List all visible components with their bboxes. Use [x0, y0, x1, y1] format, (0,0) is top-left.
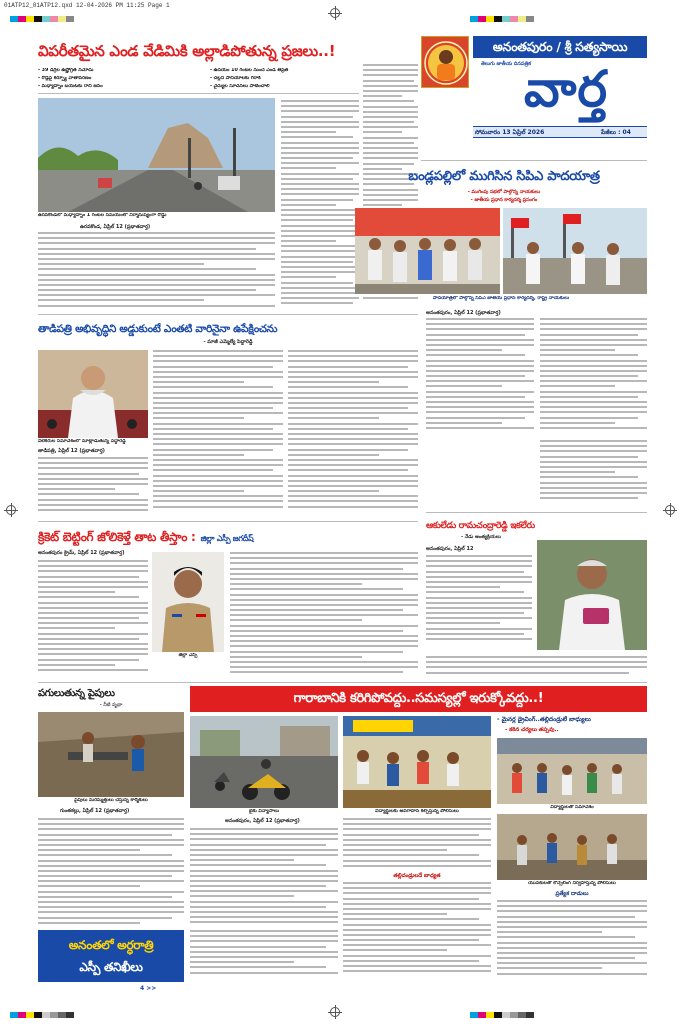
story4-photo: [503, 208, 647, 294]
story1-body: [38, 232, 275, 310]
story8-body: [497, 900, 647, 980]
story4-body: [426, 318, 534, 438]
story4-headline: బండ్లపల్లిలో ముగిసిన సిపిఎ పాదయాత్ర: [408, 169, 600, 184]
story7-right-caption: విద్యార్థులకు అవగాహన కల్పిస్తున్న పోలీసులు: [375, 809, 459, 814]
story3-attribution: జిల్లా ఎస్పీ జగదీష్: [200, 534, 254, 543]
story4-photo: [355, 208, 500, 294]
story7-subhead: తల్లిదండ్రులదే బాధ్యత: [393, 873, 441, 879]
story8-box-title: ప్రత్యేక దాడులు: [555, 891, 589, 897]
deity-logo: [421, 36, 469, 88]
registration-mark: [330, 8, 340, 18]
story1-body-column: [281, 100, 359, 310]
color-bar: [10, 16, 74, 22]
tagline: తెలుగు జాతీయ దినపత్రిక: [481, 61, 531, 67]
color-bar: [10, 1012, 74, 1018]
story7-body-column: [343, 818, 491, 870]
story5-body-column: [426, 656, 647, 676]
story2-photo: [38, 350, 148, 438]
story4-body-column: [540, 440, 647, 505]
story1-bullet: - చల్లని పానీయాలకు గిరాకీ: [210, 76, 261, 81]
story6-headline: పగులుతున్న పైపులు: [38, 688, 115, 699]
promo-box: [38, 930, 184, 982]
story7-body: [190, 828, 338, 928]
color-bar: [470, 1012, 534, 1018]
story1-bullet: - మధ్యాహ్నం బయటకు రాని జనం: [38, 84, 103, 89]
story2-body-column: [153, 350, 283, 517]
story6-body: [38, 818, 184, 928]
story1-bullet: - వైద్యుల సూచనలు పాటించాలి: [210, 84, 270, 89]
story7-photo-right: [343, 716, 491, 808]
story2-body-column: [288, 350, 418, 517]
story8-caption1: విద్యార్థులతో సమావేశం: [550, 805, 594, 810]
story1-bullet: - 39 డిగ్రీల ఉష్ణోగ్రత నమోదు: [38, 68, 94, 73]
story2-subhead: - మాజీ ఎమ్మెల్యే పెద్దారెడ్డి: [203, 339, 253, 345]
story8-headline: - మైనర్ల డ్రైవింగ్..తల్లిదండ్రులే బాధ్యులు: [497, 716, 591, 723]
story8-photo-bottom: [497, 814, 647, 880]
story7-photo-left: [190, 716, 338, 808]
issue-date: సోమవారం 13 ఏప్రిల్ 2026: [475, 129, 545, 136]
story3-dateline: అనంతపురం క్రైమ్, ఏప్రిల్ 12 (ప్రభాతవార్త): [38, 550, 125, 556]
promo-line2: ఎస్పీ తనిఖీలు: [79, 960, 143, 974]
story5-subhead: - నేడు అంత్యక్రియలు: [461, 535, 501, 540]
story3-headline-row: [38, 526, 418, 546]
story1-headline: విపరీతమైన ఎండ వేడిమికి అల్లాడిపోతున్న ప్రజలు..!: [38, 42, 336, 60]
story5-dateline: అనంతపురం, ఏప్రిల్ 12: [426, 546, 474, 552]
print-slug: 01ATP12_01ATP12.qxd 12-04-2026 PM 11:25 Page 1: [4, 2, 170, 9]
story4-subhead2: - జాతీయ ప్రధాన కార్యదర్శి ప్రసంగం: [470, 198, 538, 203]
edition-banner: అనంతపురం / శ్రీ సత్యసాయి: [473, 36, 647, 58]
story2-dateline: తాడిపత్రి, ఏప్రిల్ 12 (ప్రభాతవార్త): [38, 448, 105, 454]
promo-line1: అనంతలో అర్ధరాత్రి: [68, 938, 154, 952]
story3-photo: [152, 552, 224, 652]
story1-dateline: ఉరవకొండ, ఏప్రిల్ 12 (ప్రభాతవార్త): [80, 224, 151, 230]
registration-mark: [665, 505, 675, 515]
story8-caption2: యువకులతో కౌన్సెలింగ్ నిర్వహిస్తున్న పోలీసులు: [528, 881, 616, 886]
story4-caption: పాదయాత్రలో పాల్గొన్న సిపిఎ జాతీయ ప్రధాన కార్యదర్శి, రాష్ట్ర నాయకులు: [432, 296, 570, 301]
story2-body: [38, 457, 148, 517]
jump-indicator: 4 >>: [140, 985, 157, 992]
story5-photo: [537, 540, 647, 650]
story8-subhead: - కఠిన చర్యలు తప్పవు..: [505, 727, 559, 733]
masthead: [421, 36, 647, 154]
story7-headline: గారాబానికి కరిగిపోవద్దు..సమస్యల్లో ఇరుక్కోవద్దు..!: [293, 691, 544, 706]
story2-headline: తాడిపత్రి అభివృద్ధిని అడ్డుకుంటే ఎంతటి వారినైనా ఉపేక్షించను: [38, 323, 278, 335]
story7-dateline: అనంతపురం, ఏప్రిల్ 12 (ప్రభాతవార్త): [225, 818, 300, 824]
story4-body-column: [540, 318, 647, 438]
story1-photo: [38, 98, 275, 212]
story7-body: [190, 930, 338, 980]
story1-caption: ఉరవకొండలో మధ్యాహ్నం 1 గంటల సమయంలో నిర్మానుష్యంగా రోడ్డు: [38, 213, 167, 218]
story3-caption: జిల్లా ఎస్పీ: [178, 653, 198, 658]
story6-subhead: - నీటి వృథా: [99, 703, 123, 708]
story6-dateline: గుంతకల్లు, ఏప్రిల్ 12 (ప్రభాతవార్త): [60, 808, 130, 814]
story5-body: [426, 555, 532, 650]
story3-body: [38, 560, 148, 680]
story1-bullet: - ఉదయం 10 గంటల నుంచే ఎండ తీవ్రత: [210, 68, 289, 73]
story4-subhead1: - ముగింపు సభలో పాల్గొన్న నాయకులు: [467, 190, 541, 195]
page-count: పేజీలు : 04: [601, 129, 631, 136]
registration-mark: [6, 505, 16, 515]
story5-headline: ఆకులేడు రామచంద్రారెడ్డి ఇకలేరు: [426, 521, 535, 531]
story7-body-column: [343, 882, 491, 980]
story6-caption: పైపులు మరమ్మత్తులు చేస్తున్న కార్మికులు: [74, 798, 148, 803]
story3-body-column: [230, 552, 418, 680]
story8-photo-top: [497, 738, 647, 804]
story7-left-caption: బైకు విన్యాసాలు: [248, 809, 280, 814]
story2-caption: విలేకరుల సమావేశంలో మాట్లాడుతున్న పెద్దారెడ్డి: [38, 439, 126, 444]
story1-bullet: - రోడ్లపై కర్ఫ్యూ వాతావరణం: [38, 76, 92, 81]
newspaper-title: వార్త: [523, 60, 609, 118]
story7-banner: [190, 686, 647, 712]
story3-headline: క్రికెట్ బెట్టింగ్ జోలికెళ్తే తాట తీస్తాం :: [38, 530, 196, 544]
registration-mark: [330, 1007, 340, 1017]
color-bar: [470, 16, 534, 22]
story4-dateline: అనంతపురం, ఏప్రిల్ 12 (ప్రభాతవార్త): [426, 310, 501, 316]
story6-photo: [38, 712, 184, 797]
